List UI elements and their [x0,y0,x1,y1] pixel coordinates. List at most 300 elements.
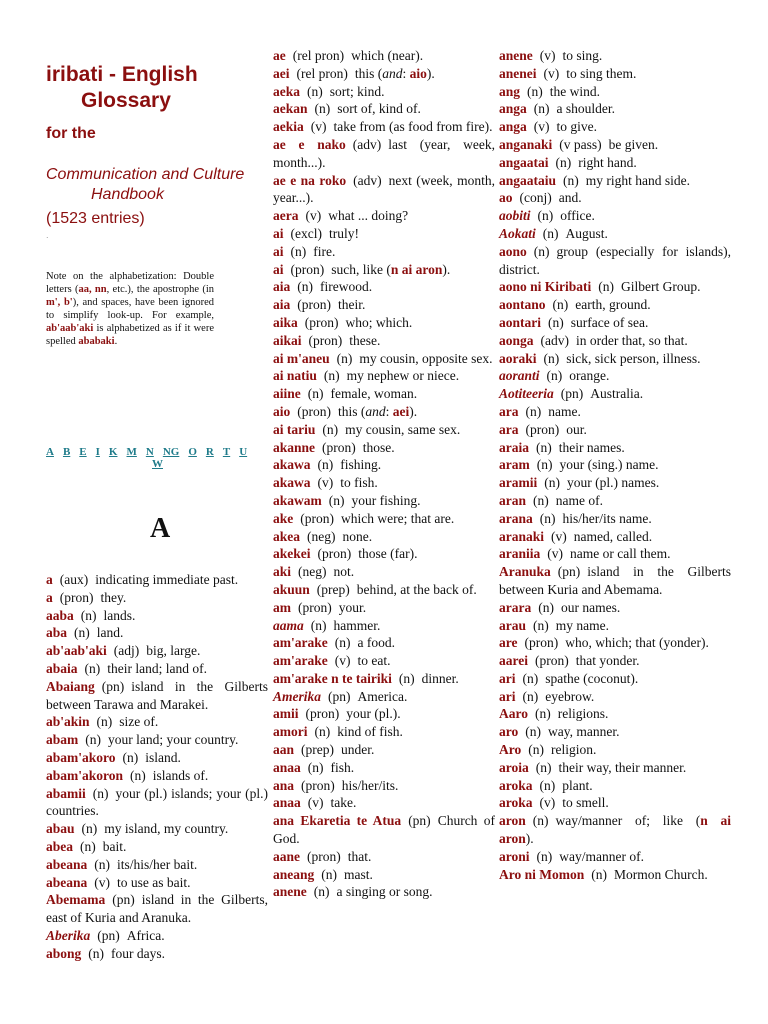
dictionary-entry [499,723,731,741]
entry-definition: sick, sick person, illness. [566,350,701,366]
entry-definition: none. [342,528,373,544]
note-text: Note on the alphabetization: Double letters ( [46,271,214,295]
entry-headword: am'arake [273,653,328,669]
entry-part-of-speech: (n) [398,670,415,686]
entry-part-of-speech: (adv) [352,136,382,152]
entry-definition: to fish. [340,475,378,491]
dictionary-entry [273,528,495,546]
entry-definition: Africa. [126,927,165,943]
entry-definition: truly! [329,225,359,241]
handbook-title-2: Handbook [91,186,164,203]
dictionary-entry [499,385,731,403]
dictionary-entry [273,759,495,777]
dictionary-entry [499,617,731,635]
handbook-title: Communication and Culture [46,166,245,183]
entry-definition: those. [362,439,395,455]
entry-part-of-speech: (v) [533,119,550,135]
entry-definition: my cousin, opposite sex. [359,350,493,366]
entry-headword: aroka [499,777,533,793]
entry-headword: ang [499,83,521,99]
alphabet-link-w[interactable]: W [152,458,163,470]
entry-definition: bait. [102,838,127,854]
alphabet-index [46,446,271,470]
entry-definition: island in the Gilberts, east of Kuria and Aranuka. [46,892,268,926]
entry-part-of-speech: (n) [532,813,549,829]
entry-definition: to smell. [562,795,609,811]
entry-headword: Aro [499,742,522,758]
entry-definition: their. [338,297,366,313]
entry-headword: akuun [273,581,310,597]
entry-definition: those (far). [358,546,418,562]
dictionary-entry [273,581,495,599]
entry-definition: which (near). [351,48,424,63]
entry-part-of-speech: (n) [552,297,569,313]
entry-headword: aera [273,208,299,224]
entry-part-of-speech: (prep) [316,581,350,597]
entry-definition: island in the Gilberts between Tarawa and Marakei. [46,678,268,712]
entry-definition: spathe (coconut). [545,670,639,686]
entry-headword: ae e na roko [273,172,347,188]
dictionary-entry [273,296,495,314]
entry-headword: aroia [499,759,529,775]
entry-definition: in order that, so that. [576,332,688,348]
entry-part-of-speech: (pron) [524,635,559,651]
entry-part-of-speech: (pron) [304,314,339,330]
dictionary-entry [46,945,268,963]
entry-part-of-speech: (pron) [297,297,332,313]
dictionary-entry [499,314,731,332]
dictionary-entry [46,624,268,642]
dictionary-entry [499,439,731,457]
entry-part-of-speech: (n) [525,403,542,419]
entry-part-of-speech: (pron) [307,848,341,864]
entry-headword: aarei [499,653,528,669]
entry-headword: aranaki [499,528,545,544]
entry-part-of-speech: (n) [74,625,90,641]
dictionary-entry [499,474,731,492]
entry-part-of-speech: (pron) [297,403,332,419]
entry-definition: name of. [555,492,603,508]
entry-definition: our. [566,421,587,437]
entry-headword: aikai [273,332,302,348]
entry-part-of-speech: (rel pron) [292,48,345,63]
for-the-label: for the [46,125,96,142]
alphabet-link-e[interactable]: E [79,446,87,458]
entry-part-of-speech: (n) [322,421,339,437]
entry-headword: anga [499,101,527,117]
entry-definition: Mormon Church. [614,866,708,882]
glossary-title-2: Glossary [81,89,171,112]
dictionary-entry [499,777,731,795]
entry-headword: am'arake n te tairiki [273,670,392,686]
entry-definition: behind, at the back of. [356,581,477,597]
entry-headword: aobiti [499,208,531,224]
entry-headword: Abemama [46,892,106,908]
entry-headword: Aranuka [499,564,551,580]
entry-part-of-speech: (n) [563,172,579,188]
entry-part-of-speech: (v) [539,48,556,63]
dictionary-entry [273,172,495,208]
entry-headword: abau [46,821,75,837]
dictionary-entry [499,759,731,777]
dictionary-entry [273,599,495,617]
entry-definition: your fishing. [351,492,421,508]
entry-part-of-speech: (n) [536,848,553,864]
entry-part-of-speech: (n) [533,243,550,259]
entry-headword: Aaro [499,706,528,722]
dictionary-entry [273,350,495,368]
entry-part-of-speech: (n) [96,714,113,730]
dictionary-entry [499,225,731,243]
dictionary-entry [499,367,731,385]
dictionary-entry [499,421,731,439]
entry-definition: surface of sea. [570,314,649,330]
entry-definition: their land; land of. [107,660,207,676]
entry-headword: aei [273,65,290,81]
dictionary-entry [46,874,268,892]
dictionary-entry [499,741,731,759]
entry-part-of-speech: (n) [81,821,98,837]
entry-part-of-speech: (n) [544,475,560,491]
entry-part-of-speech: (n) [130,767,146,783]
entry-definition: to eat. [357,653,391,669]
entry-part-of-speech: (n) [334,635,351,651]
entry-headword: aono [499,243,527,259]
entry-headword: abam'akoro [46,749,116,765]
entry-definition: dinner. [421,670,459,686]
entry-headword: anene [273,884,307,900]
entry-headword: ai tariu [273,421,316,437]
entry-headword: akekei [273,546,311,562]
entry-headword: ana [273,777,295,793]
note-text: . [114,336,118,347]
dictionary-entry [46,838,268,856]
entry-definition: take. [330,795,357,811]
dictionary-entry [273,332,495,350]
entry-definition: under. [341,742,375,758]
section-letter: A [150,513,171,544]
entry-definition: my island, my country. [104,821,229,837]
entry-definition: your. [338,599,367,615]
entry-headword: aramii [499,475,538,491]
entry-part-of-speech: (n) [314,101,331,117]
entry-part-of-speech: (n) [317,457,334,473]
entry-part-of-speech: (pron) [59,589,94,605]
entry-definition: this (and: aei). [338,403,418,419]
alphabet-link-a[interactable]: A [46,446,54,458]
alphabet-link-ng[interactable]: NG [162,446,180,458]
entry-headword: am'arake [273,635,328,651]
entry-part-of-speech: (n) [321,866,338,882]
entry-definition: which were; that are. [341,510,455,526]
dictionary-entry [46,767,268,785]
column-3-entries [499,47,731,883]
column-2-entries [273,47,495,901]
entry-definition: next (week, month, year...). [273,172,495,206]
entry-headword: angaataiu [499,172,557,188]
dictionary-entry [499,670,731,688]
entry-headword: amori [273,724,308,740]
entry-definition: islands of. [152,767,209,783]
entry-definition: island. [145,749,181,765]
entry-part-of-speech: (v) [310,119,327,135]
entry-definition: their way, their manner. [558,759,687,775]
entry-part-of-speech: (v) [543,65,560,81]
alphabet-link-u[interactable]: U [239,446,248,458]
note-example: m', b' [46,297,73,308]
dictionary-entry [273,705,495,723]
entry-headword: anaa [273,795,301,811]
alphabet-link-o[interactable]: O [188,446,197,458]
entry-part-of-speech: (n) [310,617,327,633]
entry-headword: araniia [499,546,541,562]
dictionary-entry [499,136,731,154]
entry-part-of-speech: (n) [522,670,539,686]
entry-definition: hammer. [333,617,381,633]
entry-part-of-speech: (pron) [300,510,334,526]
entry-definition: the wind. [549,83,601,99]
entry-definition: big, large. [146,643,201,659]
entry-headword: abea [46,838,73,854]
entry-headword: arara [499,599,532,615]
entry-part-of-speech: (n) [539,777,556,793]
entry-headword: anganaki [499,136,553,152]
entry-part-of-speech: (pn) [97,927,120,943]
entry-headword: a [46,572,53,587]
entry-part-of-speech: (n) [328,492,345,508]
entry-definition: to sing. [562,48,603,63]
entry-headword: ara [499,403,519,419]
entry-part-of-speech: (pn) [557,564,581,580]
entry-headword: abeana [46,874,88,890]
entry-definition: earth, ground. [575,297,651,313]
dictionary-entry [273,723,495,741]
entry-headword: am [273,599,291,615]
entry-headword: ae e nako [273,136,346,152]
note-text: is alphabetized as if it were spelled [46,323,214,347]
entry-definition: group (especially for islands), district. [499,243,731,277]
entry-part-of-speech: (n) [598,279,615,295]
entry-part-of-speech: (n) [290,243,307,259]
entry-count: (1523 entries) [46,210,145,227]
dictionary-entry [273,866,495,884]
entry-part-of-speech: (v pass) [559,136,602,152]
dictionary-entry [46,713,268,731]
dictionary-entry [273,261,495,279]
entry-headword: anga [499,119,527,135]
entry-headword: ari [499,688,516,704]
alphabet-link-n[interactable]: N [145,446,154,458]
entry-headword: ai [273,261,284,277]
dictionary-entry [273,456,495,474]
note-text: , etc.), the apostrophe (in [106,284,215,295]
dictionary-entry [499,332,731,350]
entry-headword: Aotiteeria [499,386,554,402]
dictionary-entry [499,207,731,225]
entry-headword: arana [499,510,533,526]
dictionary-entry [499,350,731,368]
entry-definition: its/his/her bait. [117,856,198,872]
entry-definition: this (and: aio). [354,65,435,81]
entry-headword: ake [273,510,294,526]
entry-definition: religion. [551,742,597,758]
entry-headword: aeka [273,83,300,99]
entry-headword: anenei [499,65,537,81]
entry-headword: aama [273,617,304,633]
entry-definition: way/manner of. [559,848,644,864]
entry-headword: aia [273,279,291,295]
alphabet-link-r[interactable]: R [205,446,214,458]
entry-headword: abaia [46,660,78,676]
entry-part-of-speech: (n) [528,742,544,758]
entry-part-of-speech: (pron) [535,653,569,669]
entry-part-of-speech: (n) [536,439,552,455]
entry-definition: my nephew or niece. [346,368,460,384]
entry-part-of-speech: (adv) [540,332,569,348]
alphabet-link-i[interactable]: I [95,446,100,458]
entry-headword: aroni [499,848,530,864]
entry-definition: eyebrow. [545,688,595,704]
entry-definition: your land; your country. [108,732,239,748]
entry-cross-reference: n ai aron [390,261,443,277]
title-block [46,62,268,240]
entry-headword: aontari [499,314,541,330]
entry-definition: last (year, week, month...). [273,136,495,170]
dictionary-entry [499,403,731,421]
entry-definition: name or call them. [570,546,671,562]
column-1-entries [46,571,268,963]
entry-part-of-speech: (n) [546,368,563,384]
entry-definition: who; which. [345,314,413,330]
dictionary-entry [46,571,268,589]
alphabet-link-m[interactable]: M [126,446,137,458]
entry-part-of-speech: (neg) [298,564,327,580]
entry-definition: America. [357,688,408,704]
entry-part-of-speech: (n) [323,368,340,384]
entry-headword: aane [273,848,300,864]
entry-headword: ari [499,670,516,686]
entry-headword: aro [499,724,519,740]
entry-headword: anene [499,48,533,63]
entry-part-of-speech: (n) [535,706,551,722]
entry-definition: way, manner. [548,724,620,740]
dictionary-entry [499,456,731,474]
entry-part-of-speech: (n) [85,732,102,748]
entry-definition: a singing or song. [336,884,433,900]
entry-part-of-speech: (n) [307,386,324,402]
entry-headword: aiine [273,386,301,402]
entry-headword: arau [499,617,526,633]
entry-headword: aio [273,403,291,419]
entry-part-of-speech: (n) [533,492,549,508]
dictionary-entry [273,670,495,688]
entry-definition: named, called. [573,528,653,544]
entry-headword: a [46,589,53,605]
entry-definition: Australia. [590,386,644,402]
entry-definition: to sing them. [566,65,637,81]
entry-headword: ao [499,190,513,206]
dictionary-entry [273,741,495,759]
entry-headword: abam'akoron [46,767,124,783]
entry-part-of-speech: (aux) [59,572,89,587]
entry-definition: fire. [313,243,336,259]
entry-cross-reference: aei [392,403,410,419]
entry-headword: aonga [499,332,534,348]
entry-definition: my cousin, same sex. [345,421,461,437]
dictionary-entry [499,172,731,190]
entry-part-of-speech: (pron) [305,706,340,722]
alphabet-link-b[interactable]: B [62,446,71,458]
entry-part-of-speech: (adv) [353,172,382,188]
entry-part-of-speech: (adj) [113,643,140,659]
entry-part-of-speech: (n) [527,83,543,99]
entry-headword: akawa [273,457,311,473]
entry-part-of-speech: (n) [80,607,97,623]
entry-definition: size of. [119,714,159,730]
dictionary-entry [499,599,731,617]
entry-definition: fishing. [340,457,382,473]
entry-definition: plant. [562,777,593,793]
entry-part-of-speech: (n) [122,749,139,765]
dictionary-entry [499,528,731,546]
note-text: ), and spaces, have been ignored to simplify look-up. For example, [46,297,214,321]
entry-part-of-speech: (n) [555,154,572,170]
entry-part-of-speech: (v) [305,208,322,224]
entry-definition: sort of, kind of. [337,101,421,117]
entry-part-of-speech: (excl) [290,225,322,241]
entry-headword: ai [273,243,284,259]
entry-part-of-speech: (n) [591,866,608,882]
entry-definition: our names. [560,599,621,615]
entry-definition: your (pl.) islands; your (pl.) countries. [46,785,268,819]
entry-headword: aram [499,457,530,473]
dictionary-entry [499,545,731,563]
entry-definition: land. [96,625,124,641]
dictionary-entry [273,439,495,457]
dictionary-entry [46,891,268,927]
entry-definition: a food. [357,635,395,651]
entry-cross-reference: n ai aron [499,813,731,847]
dictionary-entry [499,848,731,866]
entry-headword: Aro ni Momon [499,866,585,882]
alphabet-link-t[interactable]: T [222,446,231,458]
entry-part-of-speech: (pron) [322,439,356,455]
entry-headword: angaatai [499,154,549,170]
dictionary-entry [273,278,495,296]
dictionary-entry [273,563,495,581]
dictionary-entry [499,189,731,207]
dictionary-entry [46,927,268,945]
entry-definition: to give. [556,119,598,135]
dictionary-entry [46,607,268,625]
entry-headword: aneang [273,866,315,882]
entry-headword: aran [499,492,526,508]
entry-part-of-speech: (rel pron) [296,65,348,81]
alphabetization-note [46,270,214,348]
dictionary-entry [499,705,731,723]
dictionary-entry [499,154,731,172]
entry-headword: ab'akin [46,714,90,730]
entry-part-of-speech: (pron) [317,546,352,562]
entry-part-of-speech: (n) [543,350,560,366]
dictionary-entry [273,367,495,385]
dictionary-entry [499,563,731,599]
entry-part-of-speech: (v) [539,795,556,811]
alphabet-link-k[interactable]: K [108,446,118,458]
entry-part-of-speech: (v) [334,653,351,669]
entry-definition: that. [347,848,372,864]
entry-part-of-speech: (n) [94,856,111,872]
